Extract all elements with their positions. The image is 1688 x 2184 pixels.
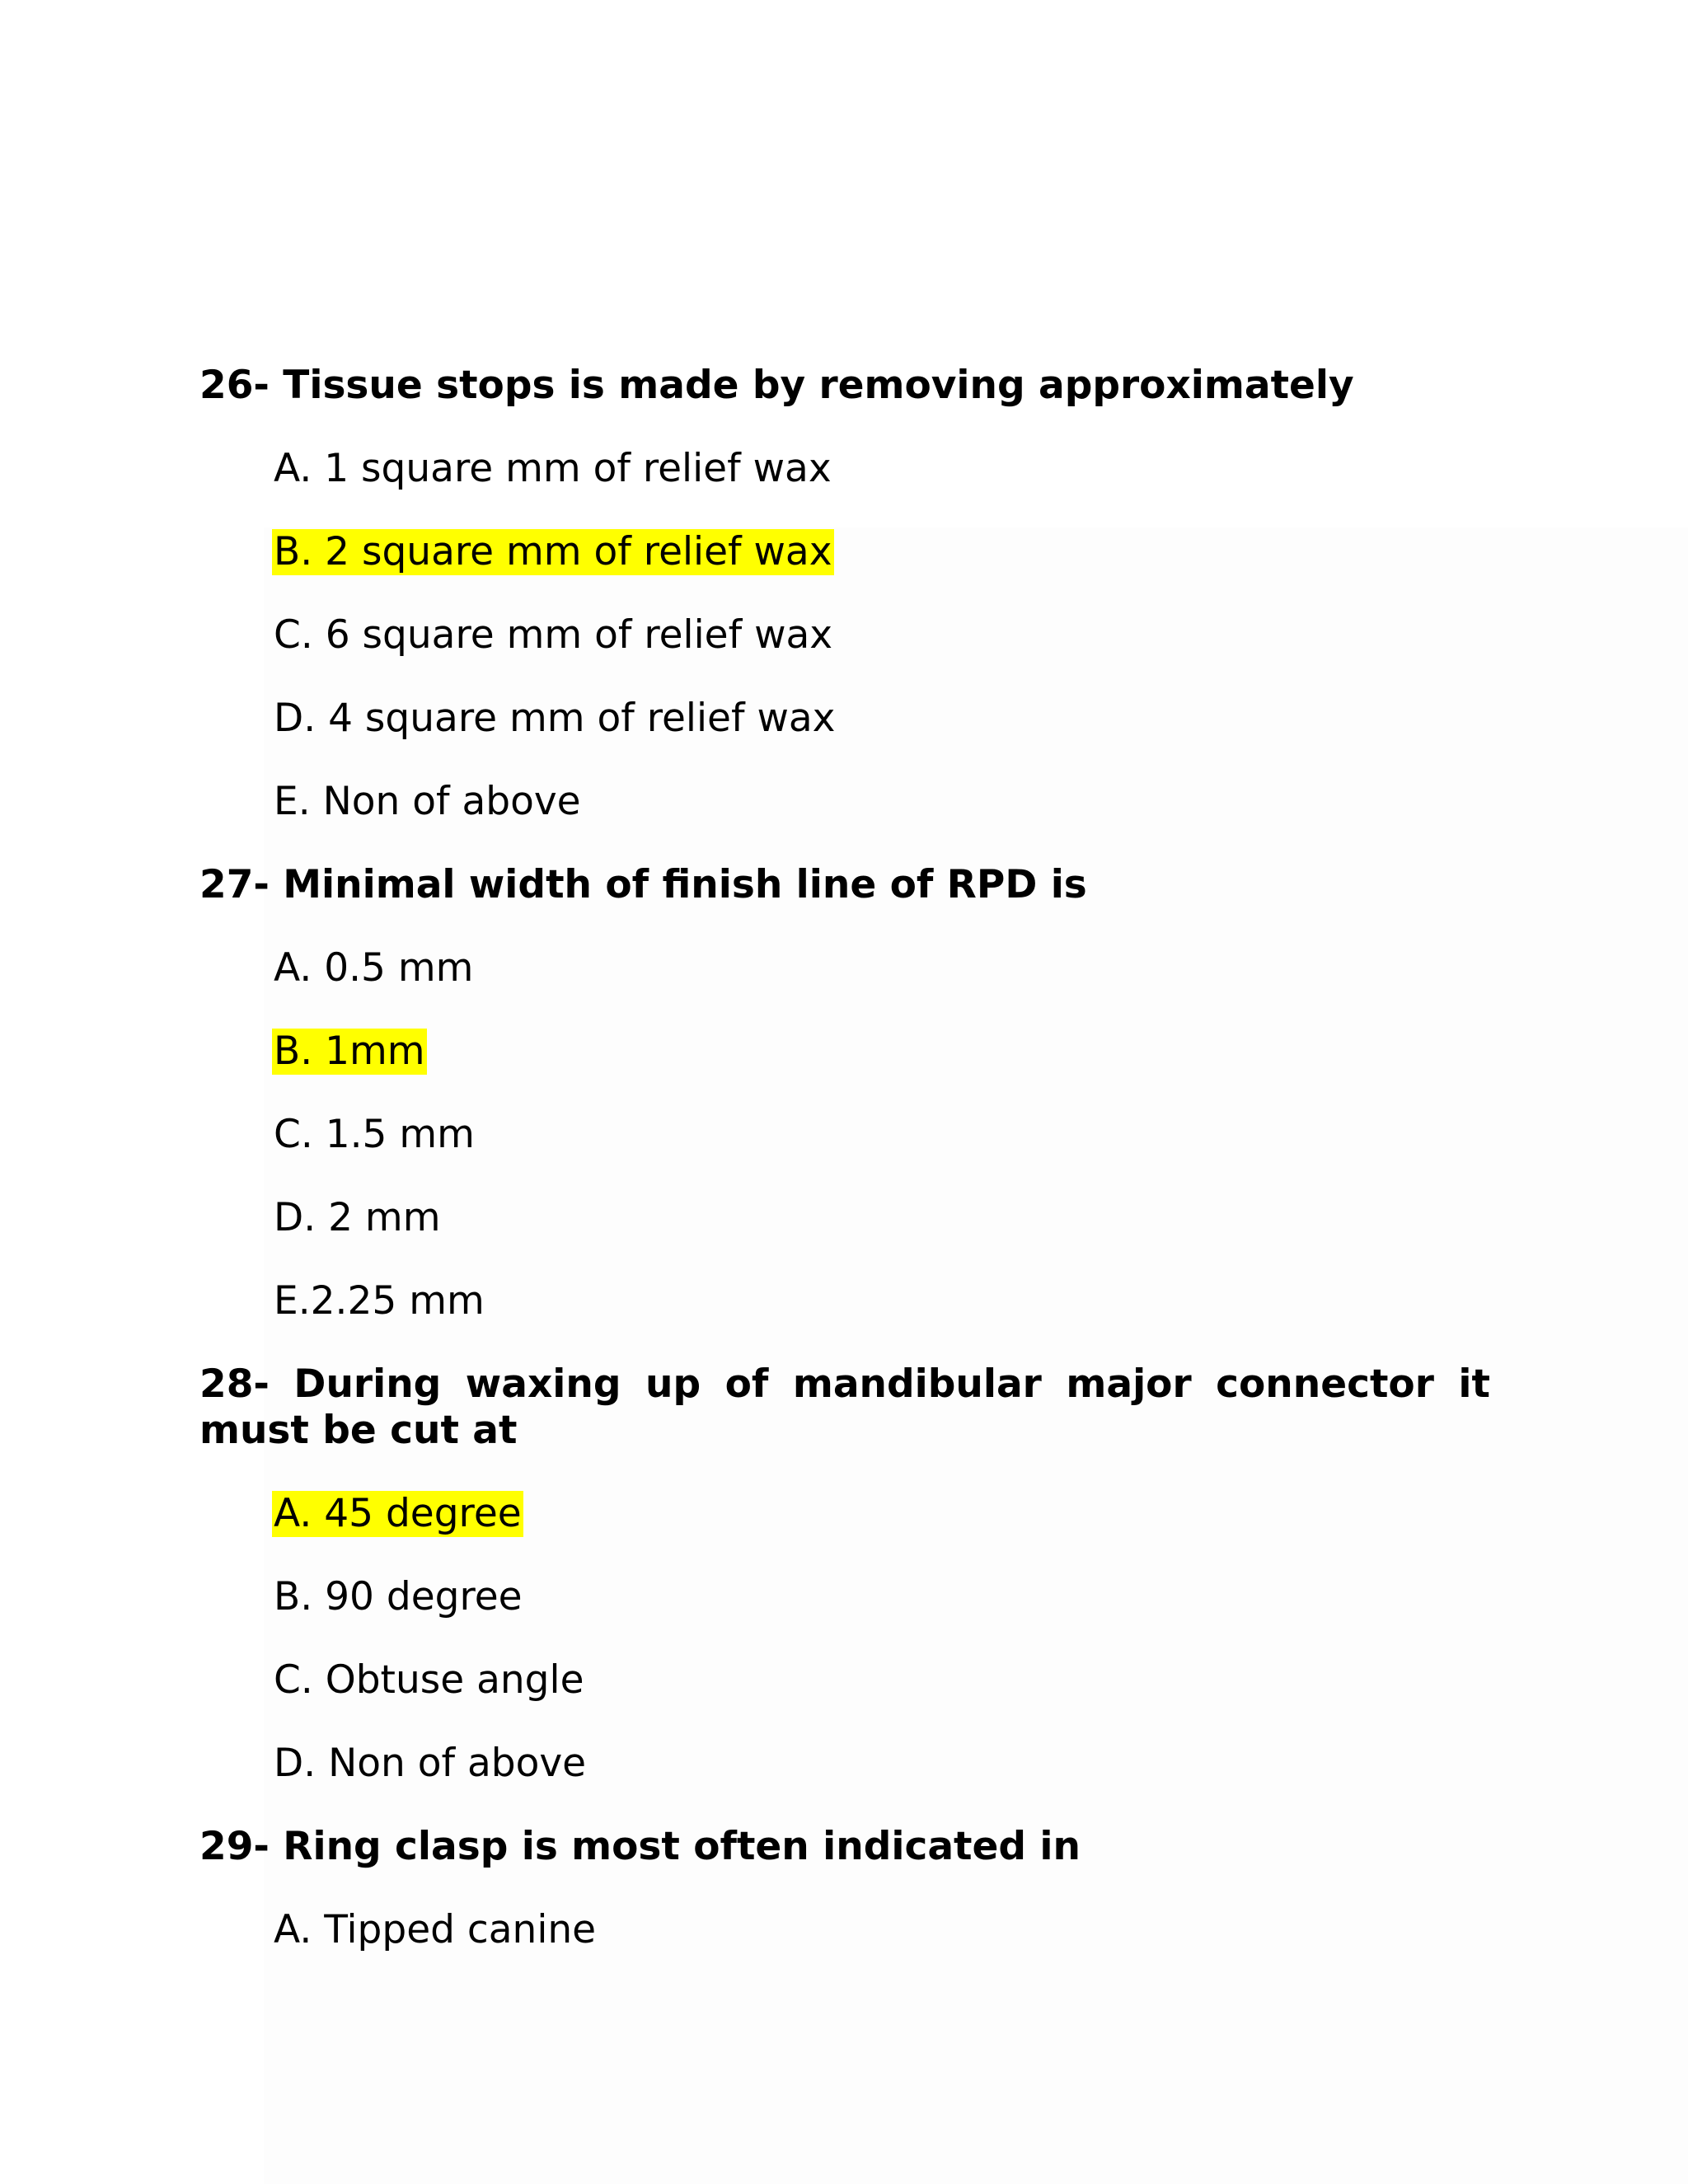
question-29 xyxy=(199,1824,1490,1990)
question-title xyxy=(199,1361,1490,1454)
option-text: E.2.25 mm xyxy=(274,1278,485,1324)
option-text: A. 0.5 mm xyxy=(274,945,474,991)
option-e[interactable] xyxy=(199,779,1490,862)
option-a[interactable] xyxy=(199,945,1490,1029)
option-text: B. 1mm xyxy=(274,1029,425,1074)
option-text: B. 2 square mm of relief wax xyxy=(274,529,832,574)
option-c[interactable] xyxy=(199,1657,1490,1741)
option-b-highlighted[interactable] xyxy=(199,529,1490,612)
option-text: C. 1.5 mm xyxy=(274,1112,475,1157)
question-title: 26- Tissue stops is made by removing approximately xyxy=(199,363,1354,408)
option-b-highlighted[interactable] xyxy=(199,1029,1490,1112)
option-a-highlighted[interactable] xyxy=(199,1491,1490,1574)
question-26 xyxy=(199,363,1490,862)
option-d[interactable] xyxy=(199,1195,1490,1278)
question-title: 27- Minimal width of finish line of RPD is xyxy=(199,862,1087,907)
option-c[interactable] xyxy=(199,612,1490,696)
option-text: A. 45 degree xyxy=(274,1491,522,1536)
option-d[interactable] xyxy=(199,1741,1490,1824)
question-list xyxy=(199,363,1490,1990)
question-title-line-2: must be cut at xyxy=(199,1408,518,1453)
option-text: A. 1 square mm of relief wax xyxy=(274,446,832,491)
question-28 xyxy=(199,1361,1490,1824)
option-text: B. 90 degree xyxy=(274,1574,523,1619)
option-c[interactable] xyxy=(199,1112,1490,1195)
option-text: D. 2 mm xyxy=(274,1195,441,1240)
option-a[interactable] xyxy=(199,1907,1490,1990)
question-27 xyxy=(199,862,1490,1361)
option-text: C. Obtuse angle xyxy=(274,1657,584,1703)
question-title-line-1: 28- During waxing up of mandibular major connector it xyxy=(199,1361,1490,1407)
option-e[interactable] xyxy=(199,1278,1490,1361)
option-text: D. 4 square mm of relief wax xyxy=(274,696,836,741)
option-a[interactable] xyxy=(199,446,1490,529)
option-b[interactable] xyxy=(199,1574,1490,1657)
question-title: 29- Ring clasp is most often indicated in xyxy=(199,1824,1081,1869)
option-text: D. Non of above xyxy=(274,1741,587,1786)
option-text: E. Non of above xyxy=(274,779,581,824)
option-text: A. Tipped canine xyxy=(274,1907,597,1952)
option-text: C. 6 square mm of relief wax xyxy=(274,612,833,658)
option-d[interactable] xyxy=(199,696,1490,779)
